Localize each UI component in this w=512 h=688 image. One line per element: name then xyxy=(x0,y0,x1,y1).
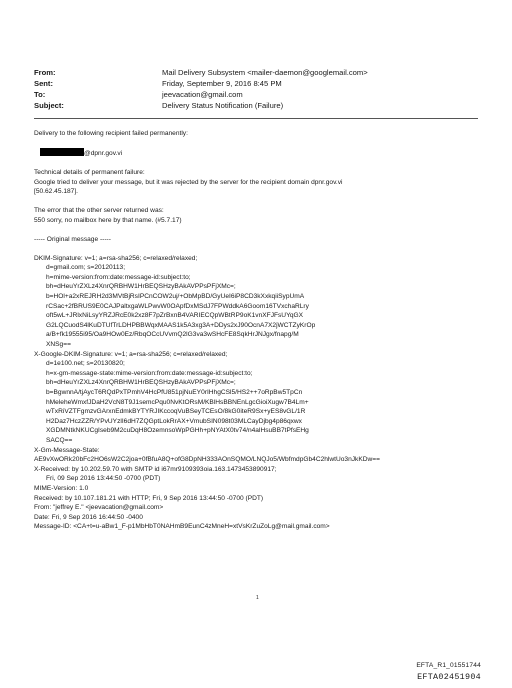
message-line: bh=dHeuYrZXLz4XnrQRBHW1HrBEQSHzyBAkAVPPsPFjXMc=; xyxy=(46,283,236,291)
message-line: wTxRiVZTFgmzvGArxnEdmkBYTYRJIKccoqVuBSeyTCEsO/8kG0iteR9Sx+yES8vGL/1R xyxy=(46,408,306,416)
message-line: Fri, 09 Sep 2016 13:44:50 -0700 (PDT) xyxy=(46,475,161,483)
message-line: d=1e100.net; s=20130820; xyxy=(46,360,125,368)
header-divider xyxy=(34,118,478,119)
from-label: From: xyxy=(34,68,56,77)
message-line: MIME-Version: 1.0 xyxy=(34,484,89,492)
message-line: X-Google-DKIM-Signature: v=1; a=rsa-sha256; c=relaxed/relaxed; xyxy=(34,350,228,358)
message-line: b=HOl+a2xREJRH2d3MVtBjRsIPCnCOW2uj/+ObMpBD/GyUeI6iP8CD3kXxkqiiSypUmA xyxy=(46,293,305,301)
tech-details-line-2: [50.62.45.187]. xyxy=(34,188,78,196)
message-line: G2LQCuodS4lKuDTUfTrLDHPBBWqxMAAS1k5A3xg3A+DDys2xJ90OcnA7X2jWCTZyKrOp xyxy=(46,321,316,329)
message-line: rCSac+2fBRUS9E0CAJPaltxgaWLPwvW0OApfDxMSdJ7FPWddkA6Goom16TVxchaRLry xyxy=(46,302,309,310)
message-line: hMeleheWmxfJDaH2VcN8T9J1semcPqu0NvKtORsM/KBlHsBBNEnLgcGioiXugw7B4Lm+ xyxy=(46,398,309,406)
subject-row xyxy=(34,100,368,111)
message-line: SACQ== xyxy=(46,436,73,444)
message-line: bh=dHeuYrZXLz4XnrQRBHW1HrBEQSHzyBAkAVPPsPFjXMc=; xyxy=(46,379,236,387)
message-line: a/B+fk19555i95/Oa9HOw0Ez/RbqOCcUVvmQ2lG3va3wSHcFE8SqkHrJNJgx/fnapg/M xyxy=(46,331,299,339)
email-body xyxy=(34,129,484,532)
message-line: oft5wL+JRlxNiLsyYRZJRcE0k2xz8F7pZrBxnB4VARIECQpWBtRP9oK1vnXFJFsUYqGX xyxy=(46,312,304,320)
message-line: Message-ID: <CA+t=u-aBw1_F-p1MbHbT0NAHmB9EunC4zMneH=xtVsKrZuZoLg@mail.gmail.com> xyxy=(34,523,330,531)
message-line: AE9vXwORk20bFc2HO6sW2C2joa+0fBfuA8Q+ofG8DpNH333AOnSQMO/LNQJo5/WbfmdpGb4C2hlwtUo3nJkKDw== xyxy=(34,456,380,464)
recipient-line xyxy=(34,148,484,159)
subject-value: Delivery Status Notification (Failure) xyxy=(162,101,284,110)
message-line: X-Received: by 10.202.59.70 with SMTP id i67mr9109393oia.163.1473453890917; xyxy=(34,465,277,473)
message-line: H2Daz7HczZZR/YPvUYzlI6dH7ZQGptLokRrAX+VmubSIN098t03MLCayDjbg4p86qxwx xyxy=(46,417,302,425)
message-line: d=gmail.com; s=20120113; xyxy=(46,264,126,272)
message-line: DKIM-Signature: v=1; a=rsa-sha256; c=relaxed/relaxed; xyxy=(34,254,198,262)
message-line: XGDMNtkNKUCgIseb9M2cuDqH8OzemnsoWpPGHh+pNYAtX0tv74/n4alHsuBB7tPfsEHg xyxy=(46,427,309,435)
email-header xyxy=(34,67,368,111)
original-message-marker: ----- Original message ----- xyxy=(34,235,111,243)
sent-value: Friday, September 9, 2016 8:45 PM xyxy=(162,79,282,88)
sent-row xyxy=(34,78,368,89)
message-line: Date: Fri, 9 Sep 2016 16:44:50 -0400 xyxy=(34,513,143,521)
error-line: 550 sorry, no mailbox here by that name. (#5.7.17) xyxy=(34,216,182,224)
from-row xyxy=(34,67,368,78)
efta-reference-large: EFTA02451904 xyxy=(417,672,481,682)
to-row xyxy=(34,89,368,100)
tech-details-title: Technical details of permanent failure: xyxy=(34,168,145,176)
subject-label: Subject: xyxy=(34,101,64,110)
message-line: Received: by 10.107.181.21 with HTTP; Fri, 9 Sep 2016 13:44:50 -0700 (PDT) xyxy=(34,494,264,502)
from-value: Mail Delivery Subsystem <mailer-daemon@googlemail.com> xyxy=(162,68,368,77)
message-line: XNSg== xyxy=(46,341,71,349)
redaction-box xyxy=(40,148,84,156)
efta-reference-small: EFTA_R1_01551744 xyxy=(416,662,481,669)
message-line: X-Gm-Message-State: xyxy=(34,446,100,454)
message-line: h=mime-version:from:date:message-id:subject:to; xyxy=(46,273,191,281)
to-value: jeevacation@gmail.com xyxy=(162,90,243,99)
page-number: 1 xyxy=(256,595,259,601)
message-line: b=BgwnnA/tjAycT6RQdPxTPmhV4HcPfU851pjNuEY0rIHhgCSl5/HS2++7oRpBw5TpCn xyxy=(46,389,303,397)
tech-details-line-1: Google tried to deliver your message, but it was rejected by the server for the recipient domain dpnr.gov.vi xyxy=(34,178,343,186)
message-line: From: "jeffrey E." <jeevacation@gmail.com> xyxy=(34,504,164,512)
failure-intro: Delivery to the following recipient failed permanently: xyxy=(34,130,188,137)
recipient-domain: @dpnr.gov.vi xyxy=(84,149,123,157)
to-label: To: xyxy=(34,90,46,99)
message-line: h=x-gm-message-state:mime-version:from:date:message-id:subject:to; xyxy=(46,369,253,377)
error-title: The error that the other server returned was: xyxy=(34,207,164,215)
sent-label: Sent: xyxy=(34,79,53,88)
